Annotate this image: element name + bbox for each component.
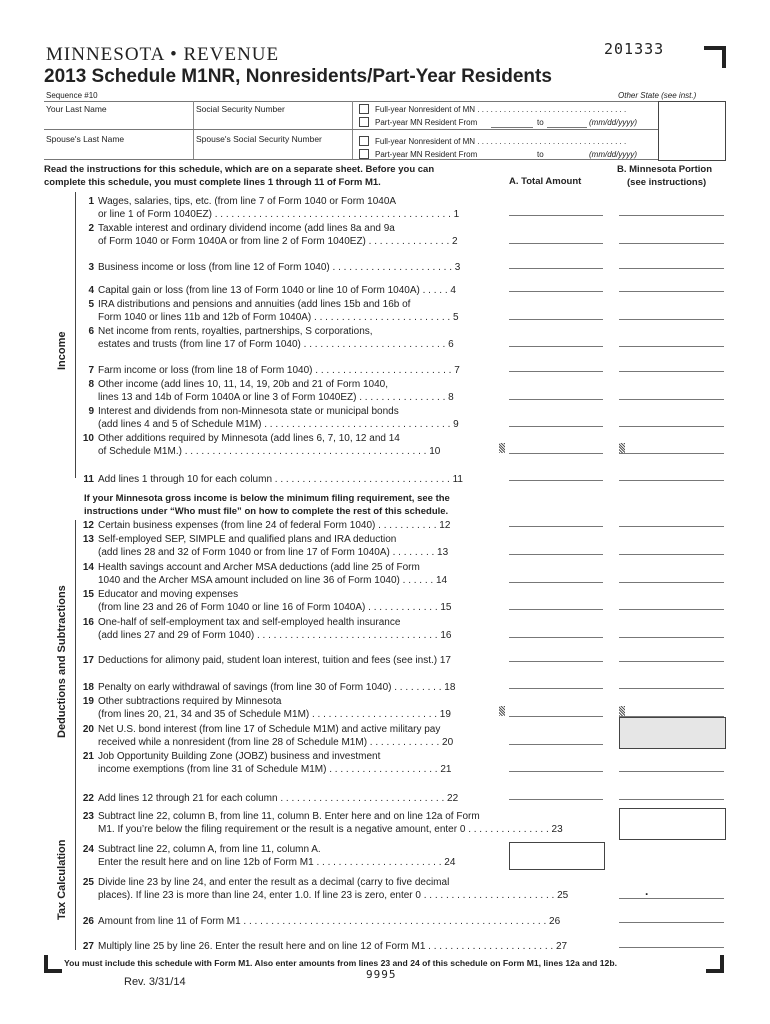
line-20-text: received while a nonresident (from line 28 of Schedule M1M) . . . . . . . . . . . . . 20 bbox=[98, 737, 454, 748]
line-26 bbox=[78, 915, 560, 928]
line-21-column-a-input[interactable] bbox=[509, 771, 603, 772]
line-15-column-b-input[interactable] bbox=[619, 609, 724, 610]
line-19-hatch-marker bbox=[499, 706, 505, 716]
column-a-header: A. Total Amount bbox=[509, 176, 582, 187]
section-deductions-label: Deductions and Subtractions bbox=[56, 585, 68, 738]
line-14-text: Health savings account and Archer MSA deductions (add line 25 of Form bbox=[98, 562, 420, 573]
line-16-number: 16 bbox=[82, 617, 94, 628]
sequence-label: Sequence #10 bbox=[46, 91, 98, 100]
line-22-number: 22 bbox=[82, 793, 94, 804]
line-5-column-a-input[interactable] bbox=[509, 319, 603, 320]
section-tax-label: Tax Calculation bbox=[56, 839, 68, 920]
column-b-subheader: (see instructions) bbox=[627, 177, 707, 188]
line-25 bbox=[78, 876, 568, 902]
line-19-number: 19 bbox=[82, 696, 94, 707]
line-1-column-a-input[interactable] bbox=[509, 215, 603, 216]
line-10-number: 10 bbox=[82, 433, 94, 444]
date-format-2: (mm/dd/yyyy) bbox=[589, 150, 637, 159]
line-9-number: 9 bbox=[88, 406, 94, 417]
line-16-column-b-input[interactable] bbox=[619, 637, 724, 638]
line-27 bbox=[78, 940, 567, 953]
line-9-column-a-input[interactable] bbox=[509, 426, 603, 427]
line-10-column-b-input[interactable] bbox=[619, 453, 724, 454]
line-19-column-a-input[interactable] bbox=[509, 716, 603, 717]
corner-mark-top-right bbox=[704, 46, 726, 68]
line-25-text: places). If line 23 is more than line 24, enter 1.0. If line 23 is zero, enter 0 . . . . . . . . . . . . . . . . . . . . . . . . 25 bbox=[98, 890, 569, 901]
line-14 bbox=[78, 561, 447, 587]
line-19-text: (from lines 20, 21, 34 and 35 of Schedule M1M) . . . . . . . . . . . . . . . . . . . . . . . 19 bbox=[98, 709, 451, 720]
line-6-text: estates and trusts (from line 17 of Form 1040) . . . . . . . . . . . . . . . . . . . . . . . . . . 6 bbox=[98, 339, 454, 350]
form-number: 201333 bbox=[604, 40, 665, 58]
line-6-column-a-input[interactable] bbox=[509, 346, 603, 347]
line-21-number: 21 bbox=[82, 751, 94, 762]
line-24-number: 24 bbox=[82, 844, 94, 855]
line-7-number: 7 bbox=[88, 365, 94, 376]
line-9 bbox=[78, 405, 459, 431]
line-8-column-b-input[interactable] bbox=[619, 399, 724, 400]
line-7 bbox=[78, 364, 460, 377]
line-16-column-a-input[interactable] bbox=[509, 637, 603, 638]
line-2 bbox=[78, 222, 458, 248]
your-last-name-label: Your Last Name bbox=[46, 104, 107, 114]
line-22-text: Add lines 12 through 21 for each column . . . . . . . . . . . . . . . . . . . . . . . . . . . . . . 22 bbox=[98, 793, 459, 804]
line-6 bbox=[78, 325, 454, 351]
line-4-column-b-input[interactable] bbox=[619, 291, 724, 292]
line-5-text: Form 1040 or lines 11b and 12b of Form 1040A) . . . . . . . . . . . . . . . . . . . . . . . . . 5 bbox=[98, 312, 459, 323]
other-state-label: Other State (see inst.) bbox=[618, 91, 697, 100]
line-19 bbox=[78, 695, 451, 721]
line-19-hatch-marker bbox=[619, 706, 625, 716]
line-13-text: (add lines 28 and 32 of Form 1040 or from line 17 of Form 1040A) . . . . . . . . 13 bbox=[98, 547, 449, 558]
line-20 bbox=[78, 723, 453, 749]
line-11-text: Add lines 1 through 10 for each column . . . . . . . . . . . . . . . . . . . . . . . . . . . . . . . . 11 bbox=[98, 474, 463, 485]
line-2-number: 2 bbox=[88, 223, 94, 234]
line-14-number: 14 bbox=[82, 562, 94, 573]
part-year-label-2: Part-year MN Resident From bbox=[375, 150, 478, 159]
line-14-column-a-input[interactable] bbox=[509, 582, 603, 583]
line-10-hatch-marker bbox=[499, 443, 505, 453]
line-12-text: Certain business expenses (from line 24 of federal Form 1040) . . . . . . . . . . . 12 bbox=[98, 520, 451, 531]
line-4-column-a-input[interactable] bbox=[509, 291, 603, 292]
line-21-text: Job Opportunity Building Zone (JOBZ) business and investment bbox=[98, 751, 381, 762]
spouse-last-name-label: Spouse's Last Name bbox=[46, 134, 125, 144]
line-23-box[interactable] bbox=[619, 808, 726, 840]
line-17-column-a-input[interactable] bbox=[509, 661, 603, 662]
spouse-ssn-label: Spouse's Social Security Number bbox=[196, 134, 322, 144]
line-17-text: Deductions for alimony paid, student loan interest, tuition and fees (see inst.) 17 bbox=[98, 655, 451, 666]
line-12-number: 12 bbox=[82, 520, 94, 531]
line-2-column-a-input[interactable] bbox=[509, 243, 603, 244]
part-year-checkbox-2[interactable] bbox=[359, 149, 369, 159]
line-5-number: 5 bbox=[88, 299, 94, 310]
column-b-header: B. Minnesota Portion bbox=[617, 164, 712, 175]
line-9-text: (add lines 4 and 5 of Schedule M1M) . . . . . . . . . . . . . . . . . . . . . . . . . . . . . . . . . . 9 bbox=[98, 419, 459, 430]
line-17-number: 17 bbox=[82, 655, 94, 666]
line-17-column-b-input[interactable] bbox=[619, 661, 724, 662]
line-1 bbox=[78, 195, 459, 221]
line-27-column-b-input[interactable] bbox=[619, 947, 724, 948]
line-5-text: IRA distributions and pensions and annuities (add lines 15b and 16b of bbox=[98, 299, 411, 310]
instructions-line-2: complete this schedule, you must complete lines 1 through 11 of Form M1. bbox=[44, 177, 381, 188]
line-21-text: income exemptions (from line 31 of Schedule M1M) . . . . . . . . . . . . . . . . . . . . 21 bbox=[98, 764, 452, 775]
line-23-number: 23 bbox=[82, 811, 94, 822]
line-24 bbox=[78, 843, 455, 869]
line-11-number: 11 bbox=[83, 474, 94, 485]
full-year-label-1: Full-year Nonresident of MN . . . . . . . . . . . . . . . . . . . . . . . . . . . . . . . . . . bbox=[375, 105, 627, 114]
full-year-label-2: Full-year Nonresident of MN . . . . . . . . . . . . . . . . . . . . . . . . . . . . . . . . . . bbox=[375, 137, 627, 146]
line-8-number: 8 bbox=[88, 379, 94, 390]
line-18 bbox=[78, 681, 455, 694]
line-6-text: Net income from rents, royalties, partnerships, S corporations, bbox=[98, 326, 373, 337]
line-18-number: 18 bbox=[82, 682, 94, 693]
line-25-column-b-input[interactable] bbox=[619, 898, 724, 899]
page-title: 2013 Schedule M1NR, Nonresidents/Part-Year Residents bbox=[44, 66, 552, 87]
line-22-column-a-input[interactable] bbox=[509, 799, 603, 800]
line-1-text: or line 1 of Form 1040EZ) . . . . . . . . . . . . . . . . . . . . . . . . . . . . . . . . . . . . . . . . . . . 1 bbox=[98, 209, 460, 220]
line-13-column-b-input[interactable] bbox=[619, 554, 724, 555]
line-3-column-b-input[interactable] bbox=[619, 268, 724, 269]
line-26-column-b-input[interactable] bbox=[619, 922, 724, 923]
form-code: 9995 bbox=[366, 968, 397, 981]
line-10-column-a-input[interactable] bbox=[509, 453, 603, 454]
line-8-column-a-input[interactable] bbox=[509, 399, 603, 400]
line-13 bbox=[78, 533, 448, 559]
line-11-column-a-input[interactable] bbox=[509, 480, 603, 481]
line-13-column-a-input[interactable] bbox=[509, 554, 603, 555]
line-12-column-a-input[interactable] bbox=[509, 526, 603, 527]
line-11 bbox=[78, 473, 463, 486]
line-12-column-b-input[interactable] bbox=[619, 526, 724, 527]
line-2-text: of Form 1040 or Form 1040A or from line 2 of Form 1040EZ) . . . . . . . . . . . . . . . 2 bbox=[98, 236, 458, 247]
line-16-text: One-half of self-employment tax and self-employed health insurance bbox=[98, 617, 401, 628]
full-year-checkbox-2[interactable] bbox=[359, 136, 369, 146]
line-15-number: 15 bbox=[82, 589, 94, 600]
line-3-number: 3 bbox=[88, 262, 94, 273]
line-10-text: Other additions required by Minnesota (add lines 6, 7, 10, 12 and 14 bbox=[98, 433, 400, 444]
line-18-column-a-input[interactable] bbox=[509, 688, 603, 689]
full-year-checkbox-1[interactable] bbox=[359, 104, 369, 114]
line-3 bbox=[78, 261, 460, 274]
line-23-text: Subtract line 22, column B, from line 11, column B. Enter here and on line 12a of Form bbox=[98, 811, 480, 822]
line-10 bbox=[78, 432, 440, 458]
min-filing-note-2: instructions under “Who must file” on how to complete the rest of this schedule. bbox=[84, 506, 449, 517]
line-15 bbox=[78, 588, 452, 614]
revision-date: Rev. 3/31/14 bbox=[124, 976, 186, 988]
ssn-label: Social Security Number bbox=[196, 104, 285, 114]
line-7-column-a-input[interactable] bbox=[509, 371, 603, 372]
line-14-column-b-input[interactable] bbox=[619, 582, 724, 583]
line-8-text: lines 13 and 14b of Form 1040A or line 3 of Form 1040EZ) . . . . . . . . . . . . . . . . 8 bbox=[98, 392, 454, 403]
corner-mark-bottom-right bbox=[706, 955, 724, 973]
line-11-column-b-input[interactable] bbox=[619, 480, 724, 481]
line-24-text: Enter the result here and on line 12b of Form M1 . . . . . . . . . . . . . . . . . . . . . . . 24 bbox=[98, 857, 456, 868]
line-18-text: Penalty on early withdrawal of savings (from line 30 of Form 1040) . . . . . . . . . 18 bbox=[98, 682, 456, 693]
line-20-shaded-box bbox=[619, 717, 726, 749]
line-7-column-b-input[interactable] bbox=[619, 371, 724, 372]
line-18-column-b-input[interactable] bbox=[619, 688, 724, 689]
line-12 bbox=[78, 519, 450, 532]
line-5-column-b-input[interactable] bbox=[619, 319, 724, 320]
line-6-column-b-input[interactable] bbox=[619, 346, 724, 347]
line-13-text: Self-employed SEP, SIMPLE and qualified plans and IRA deduction bbox=[98, 534, 397, 545]
line-4-number: 4 bbox=[88, 285, 94, 296]
line-9-text: Interest and dividends from non-Minnesota state or municipal bonds bbox=[98, 406, 399, 417]
line-1-number: 1 bbox=[88, 196, 94, 207]
line-24-box[interactable] bbox=[509, 842, 605, 870]
line-1-column-b-input[interactable] bbox=[619, 215, 724, 216]
line-17 bbox=[78, 654, 451, 667]
line-26-text: Amount from line 11 of Form M1 . . . . . . . . . . . . . . . . . . . . . . . . . . . . . . . . . . . . . . . . . . . . . . . . . . . . . . . 26 bbox=[98, 916, 561, 927]
line-15-text: (from line 23 and 26 of Form 1040 or line 16 of Form 1040A) . . . . . . . . . . . . . 15 bbox=[98, 602, 452, 613]
line-1-text: Wages, salaries, tips, etc. (from line 7 of Form 1040 or Form 1040A bbox=[98, 196, 397, 207]
line-6-number: 6 bbox=[88, 326, 94, 337]
brand-logo: MINNESOTA • REVENUE bbox=[46, 44, 280, 65]
line-20-text: Net U.S. bond interest (from line 17 of Schedule M1M) and active military pay bbox=[98, 724, 441, 735]
line-4 bbox=[78, 284, 456, 297]
part-year-checkbox-1[interactable] bbox=[359, 117, 369, 127]
line-16-text: (add lines 27 and 29 of Form 1040) . . . . . . . . . . . . . . . . . . . . . . . . . . . . . . . . . 16 bbox=[98, 630, 452, 641]
instructions-line-1: Read the instructions for this schedule, which are on a separate sheet. Before you can bbox=[44, 164, 435, 175]
line-27-text: Multiply line 25 by line 26. Enter the result here and on line 12 of Form M1 . . . . . . . . . . . . . . . . . . . . . . . 27 bbox=[98, 941, 568, 952]
line-2-text: Taxable interest and ordinary dividend income (add lines 8a and 9a bbox=[98, 223, 395, 234]
line-13-number: 13 bbox=[82, 534, 94, 545]
decimal-point: . bbox=[645, 884, 649, 898]
line-27-number: 27 bbox=[82, 941, 94, 952]
footer-note: You must include this schedule with Form M1. Also enter amounts from lines 23 and 24 of this schedule on Form M1, lines 12a and 12b. bbox=[64, 958, 617, 968]
line-14-text: 1040 and the Archer MSA amount included on line 36 of Form 1040) . . . . . . 14 bbox=[98, 575, 448, 586]
line-9-column-b-input[interactable] bbox=[619, 426, 724, 427]
line-4-text: Capital gain or loss (from line 13 of Form 1040 or line 10 of Form 1040A) . . . . . 4 bbox=[98, 285, 456, 296]
line-22 bbox=[78, 792, 458, 805]
section-income-label: Income bbox=[56, 331, 68, 370]
line-3-text: Business income or loss (from line 12 of Form 1040) . . . . . . . . . . . . . . . . . . . . . . 3 bbox=[98, 262, 461, 273]
line-16 bbox=[78, 616, 451, 642]
min-filing-note-1: If your Minnesota gross income is below the minimum filing requirement, see the bbox=[84, 493, 450, 504]
line-25-number: 25 bbox=[82, 877, 94, 888]
line-19-text: Other subtractions required by Minnesota bbox=[98, 696, 282, 707]
line-7-text: Farm income or loss (from line 18 of Form 1040) . . . . . . . . . . . . . . . . . . . . . . . . . 7 bbox=[98, 365, 460, 376]
line-5 bbox=[78, 298, 459, 324]
line-23 bbox=[78, 810, 563, 836]
to-label-2: to bbox=[537, 150, 544, 159]
line-26-number: 26 bbox=[82, 916, 94, 927]
part-year-label-1: Part-year MN Resident From bbox=[375, 118, 478, 127]
date-format-1: (mm/dd/yyyy) bbox=[589, 118, 637, 127]
line-8-text: Other income (add lines 10, 11, 14, 19, 20b and 21 of Form 1040, bbox=[98, 379, 388, 390]
line-10-hatch-marker bbox=[619, 443, 625, 453]
line-21-column-b-input[interactable] bbox=[619, 771, 724, 772]
line-15-text: Educator and moving expenses bbox=[98, 589, 239, 600]
line-23-text: M1. If you’re below the filing requirement or the result is a negative amount, enter 0 . . . . . . . . . . . . . . . 23 bbox=[98, 824, 563, 835]
line-3-column-a-input[interactable] bbox=[509, 268, 603, 269]
line-21 bbox=[78, 750, 451, 776]
line-10-text: of Schedule M1M.) . . . . . . . . . . . . . . . . . . . . . . . . . . . . . . . . . . . . . . . . . . . . 10 bbox=[98, 446, 441, 457]
line-22-column-b-input[interactable] bbox=[619, 799, 724, 800]
other-state-input[interactable] bbox=[658, 101, 726, 161]
line-15-column-a-input[interactable] bbox=[509, 609, 603, 610]
line-2-column-b-input[interactable] bbox=[619, 243, 724, 244]
to-label-1: to bbox=[537, 118, 544, 127]
line-8 bbox=[78, 378, 454, 404]
line-25-text: Divide line 23 by line 24, and enter the result as a decimal (carry to five decimal bbox=[98, 877, 450, 888]
line-20-number: 20 bbox=[82, 724, 94, 735]
line-24-text: Subtract line 22, column A, from line 11, column A. bbox=[98, 844, 321, 855]
line-20-column-a-input[interactable] bbox=[509, 744, 603, 745]
corner-mark-bottom-left bbox=[44, 955, 62, 973]
